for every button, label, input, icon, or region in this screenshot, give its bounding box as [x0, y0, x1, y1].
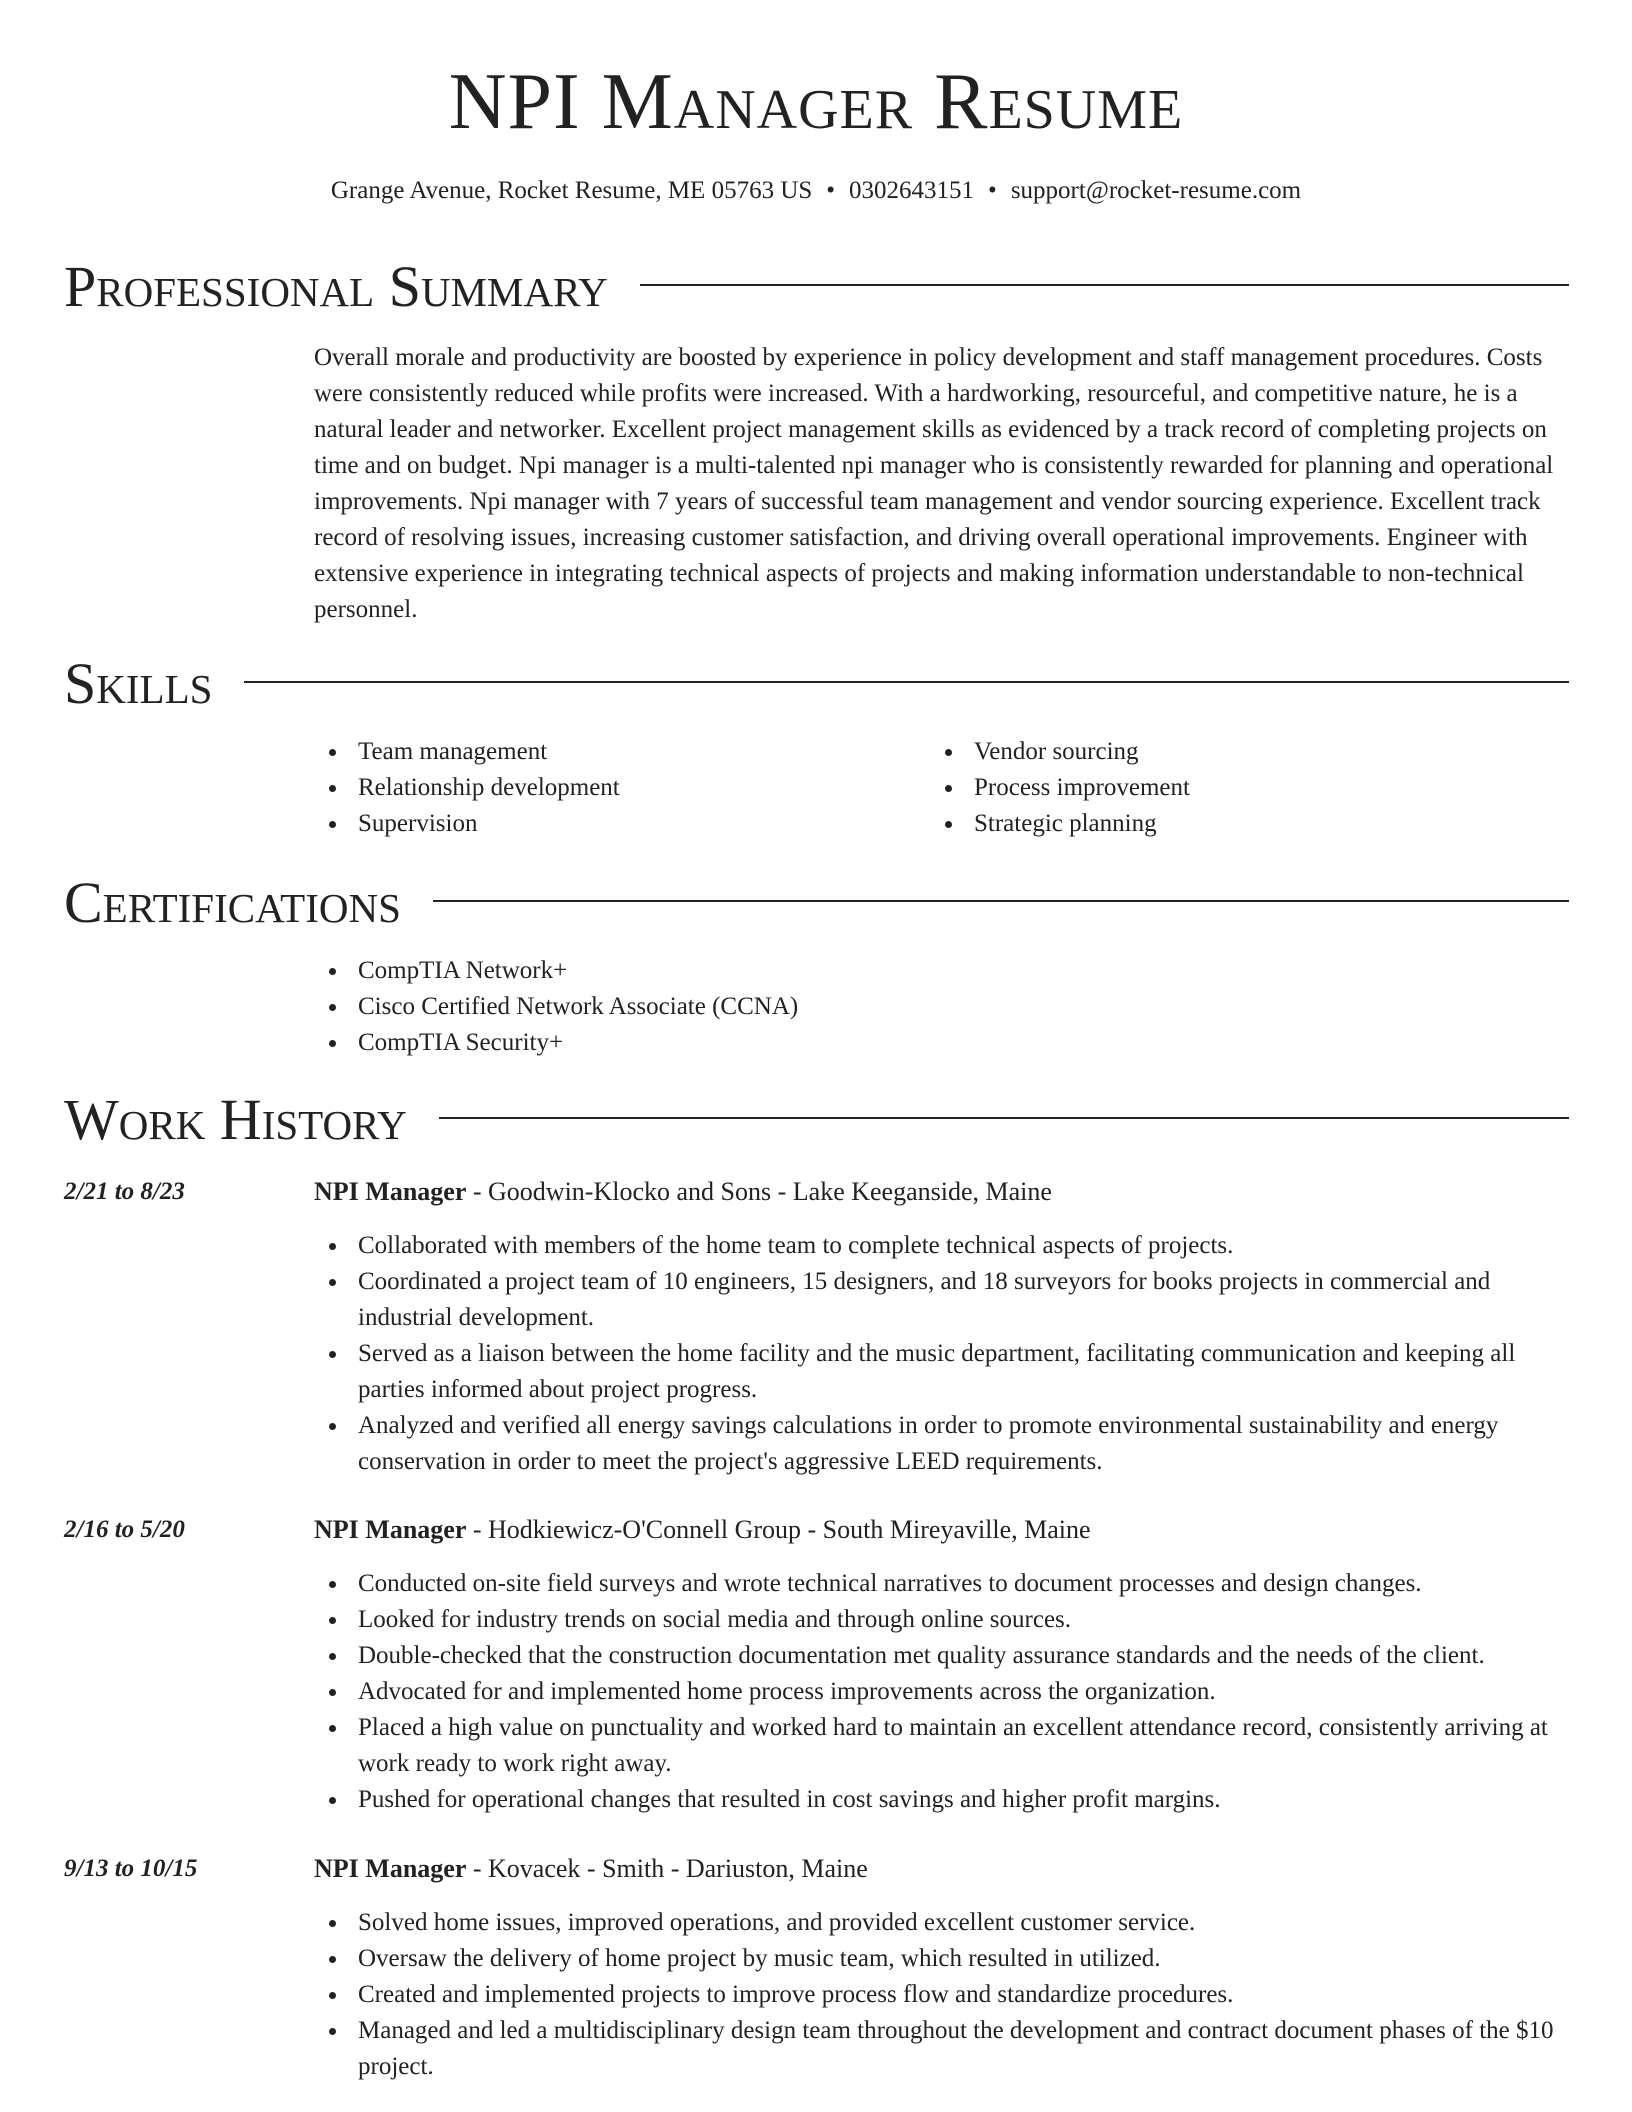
section-divider — [439, 1117, 1569, 1119]
job-bullet: Solved home issues, improved operations, and provided excellent customer service. — [314, 1905, 1559, 1941]
job-bullets — [314, 1566, 1559, 1818]
job-dates: 2/21 to 8/23 — [64, 1178, 185, 1205]
job-title: NPI Manager — [314, 1854, 467, 1883]
job-bullet: Advocated for and implemented home process improvements across the organization. — [314, 1674, 1559, 1710]
job-header — [314, 1851, 1559, 1887]
certifications-section-header — [64, 868, 1569, 938]
work-history-section-header — [64, 1085, 1569, 1155]
contact-address: Grange Avenue, Rocket Resume, ME 05763 US — [330, 177, 813, 204]
job-bullets — [314, 1228, 1559, 1480]
contact-phone: 0302643151 — [849, 177, 975, 204]
job-header — [314, 1174, 1559, 1210]
contact-line — [0, 174, 1632, 208]
skill-item: Team management — [314, 734, 874, 770]
section-divider — [433, 900, 1569, 902]
job-bullet: Oversaw the delivery of home project by music team, which resulted in utilized. — [314, 1941, 1559, 1977]
skill-item: Supervision — [314, 806, 874, 842]
job-bullet: Looked for industry trends on social media and through online sources. — [314, 1602, 1559, 1638]
skills-list-right — [930, 734, 1490, 842]
contact-separator: • — [826, 177, 836, 204]
job-bullet: Analyzed and verified all energy savings calculations in order to promote environmental sustainability and energy conservation in order to meet the project's aggressive LEED requirements. — [314, 1408, 1559, 1480]
job-dates: 9/13 to 10/15 — [64, 1855, 198, 1882]
section-divider — [244, 681, 1569, 683]
contact-separator: • — [988, 177, 997, 204]
certification-item: Cisco Certified Network Associate (CCNA) — [314, 989, 1214, 1025]
resume-title: NPI Manager Resume — [448, 58, 1184, 146]
section-divider — [640, 284, 1569, 286]
skills-section-header — [64, 649, 1569, 719]
certification-item: CompTIA Security+ — [314, 1025, 1214, 1061]
skills-list-left — [314, 734, 874, 842]
certifications-heading: Certifications — [64, 870, 401, 935]
job-title: NPI Manager — [314, 1515, 467, 1544]
summary-heading: Professional Summary — [64, 254, 608, 319]
skills-heading: Skills — [64, 651, 213, 716]
certification-item: CompTIA Network+ — [314, 953, 1214, 989]
job-bullet: Coordinated a project team of 10 engineers, 15 designers, and 18 surveyors for books projects in commercial and industrial development. — [314, 1264, 1559, 1336]
job-bullet: Placed a high value on punctuality and worked hard to maintain an excellent attendance record, consistently arriving at work ready to work right away. — [314, 1710, 1559, 1782]
job-employer: - Kovacek - Smith - Dariuston, Maine — [466, 1854, 868, 1883]
job-bullet: Conducted on-site field surveys and wrote technical narratives to document processes and design changes. — [314, 1566, 1559, 1602]
job-bullet: Double-checked that the construction documentation met quality assurance standards and the needs of the client. — [314, 1638, 1559, 1674]
contact-email[interactable]: support@rocket-resume.com — [1010, 177, 1302, 204]
job-employer: - Goodwin-Klocko and Sons - Lake Keeganside, Maine — [466, 1177, 1052, 1206]
job-bullet: Served as a liaison between the home facility and the music department, facilitating communication and keeping all parties informed about project progress. — [314, 1336, 1559, 1408]
summary-section-header — [64, 252, 1569, 322]
work-history-heading: Work History — [64, 1087, 407, 1152]
skill-item: Vendor sourcing — [930, 734, 1490, 770]
job-dates: 2/16 to 5/20 — [64, 1516, 185, 1543]
job-bullets — [314, 1905, 1559, 2085]
job-employer: - Hodkiewicz-O'Connell Group - South Mireyaville, Maine — [466, 1515, 1091, 1544]
summary-text: Overall morale and productivity are boosted by experience in policy development and staff management procedures. Costs were consistently reduced while profits were increased. With a hardworking, resourceful, and competitive nature, he is a natural leader and networker. Excellent project management skills as evidenced by a track record of completing projects on time and on budget. Npi manager is a multi-talented npi manager who is consistently rewarded for planning and operational improvements. Npi manager with 7 years of successful team management and vendor sourcing experience. Excellent track record of resolving issues, increasing customer satisfaction, and driving overall operational improvements. Engineer with extensive experience in integrating technical aspects of projects and making information understandable to non-technical personnel. — [314, 344, 1554, 623]
skill-item: Strategic planning — [930, 806, 1490, 842]
job-title: NPI Manager — [314, 1177, 467, 1206]
job-bullet: Managed and led a multidisciplinary design team throughout the development and contract document phases of the $10 project. — [314, 2013, 1559, 2085]
skill-item: Process improvement — [930, 770, 1490, 806]
job-bullet: Collaborated with members of the home team to complete technical aspects of projects. — [314, 1228, 1559, 1264]
skill-item: Relationship development — [314, 770, 874, 806]
job-bullet: Created and implemented projects to improve process flow and standardize procedures. — [314, 1977, 1559, 2013]
certifications-list — [314, 953, 1214, 1061]
job-bullet: Pushed for operational changes that resulted in cost savings and higher profit margins. — [314, 1782, 1559, 1818]
job-header — [314, 1512, 1559, 1548]
